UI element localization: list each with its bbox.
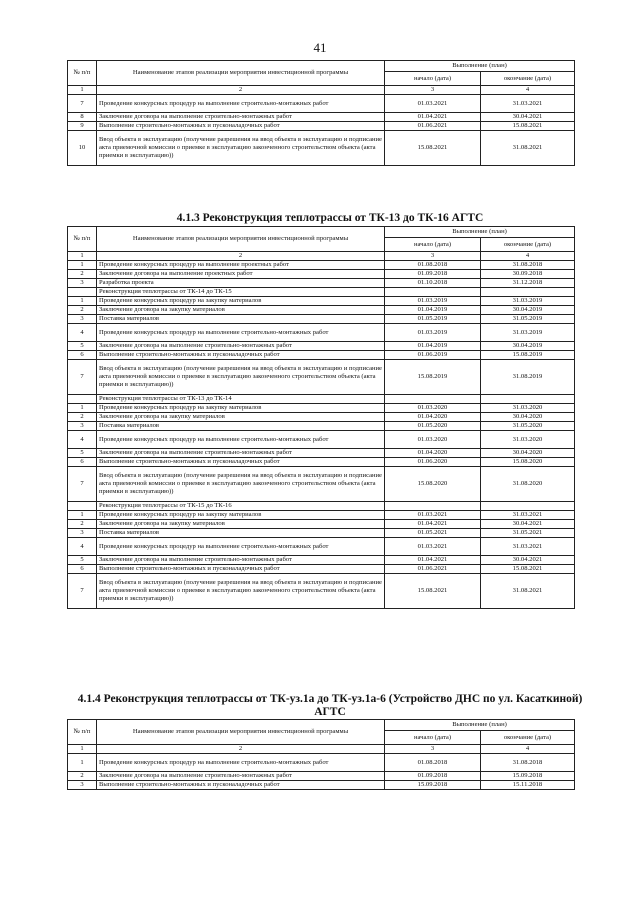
row-number: 9 [68,122,97,131]
end-date: 30.04.2021 [481,556,575,565]
start-date: 01.05.2020 [385,422,481,431]
start-date: 01.04.2020 [385,413,481,422]
stage-name: Проведение конкурсных процедур на выполнение строительно-монтажных работ [97,324,385,342]
row-number [68,395,97,404]
end-date [481,395,575,404]
table-row [68,529,575,538]
row-number: 6 [68,565,97,574]
header-start: начало (дата) [385,731,481,745]
header-plan: Выполнение (план) [385,720,575,731]
end-date: 31.08.2018 [481,754,575,772]
table-row [68,404,575,413]
stage-name: Ввод объекта в эксплуатацию (получение разрешения на ввод объекта в эксплуатацию и подписание акта приемочной комиссии о приемке в эксплуатацию законченного строительством объекта (акта приемки в эксплуатацию)) [97,131,385,166]
row-number: 7 [68,360,97,395]
row-number: 6 [68,351,97,360]
row-number: 4 [68,538,97,556]
table-row [68,360,575,395]
row-number: 3 [68,315,97,324]
schedule-table-1 [67,60,575,166]
header-stage: Наименование этапов реализации мероприятия инвестиционной программы [97,227,385,252]
row-number: 8 [68,113,97,122]
end-date: 31.08.2020 [481,467,575,502]
row-number: 2 [68,413,97,422]
row-number: 3 [68,781,97,790]
end-date: 15.08.2021 [481,565,575,574]
header-start: начало (дата) [385,238,481,252]
end-date: 31.03.2021 [481,511,575,520]
schedule-table-3 [67,719,575,790]
header-plan: Выполнение (план) [385,61,575,72]
start-date [385,502,481,511]
table-row [68,351,575,360]
table-row [68,315,575,324]
stage-name: Разработка проекта [97,279,385,288]
start-date: 01.04.2021 [385,520,481,529]
end-date: 15.08.2019 [481,351,575,360]
end-date: 15.08.2020 [481,458,575,467]
row-number: 2 [68,772,97,781]
end-date: 30.04.2020 [481,449,575,458]
row-number: 1 [68,261,97,270]
start-date: 01.09.2018 [385,772,481,781]
stage-name: Проведение конкурсных процедур на выполнение строительно-монтажных работ [97,431,385,449]
stage-name: Реконструкция теплотрассы от ТК-14 до ТК-15 [97,288,385,297]
stage-name: Заключение договора на выполнение проектных работ [97,270,385,279]
end-date: 31.03.2020 [481,404,575,413]
end-date: 30.04.2021 [481,113,575,122]
start-date: 15.09.2018 [385,781,481,790]
stage-name: Проведение конкурсных процедур на выполнение проектных работ [97,261,385,270]
stage-name: Заключение договора на закупку материалов [97,413,385,422]
schedule-table-2 [67,226,575,609]
stage-name: Выполнение строительно-монтажных и пусконаладочных работ [97,122,385,131]
end-date: 31.05.2021 [481,529,575,538]
start-date: 01.03.2021 [385,538,481,556]
stage-name: Реконструкция теплотрассы от ТК-15 до ТК-16 [97,502,385,511]
table-header-row [68,227,575,238]
start-date: 15.08.2021 [385,574,481,609]
table-row [68,538,575,556]
stage-name: Выполнение строительно-монтажных и пусконаладочных работ [97,781,385,790]
row-number: 10 [68,131,97,166]
stage-name: Ввод объекта в эксплуатацию (получение разрешения на ввод объекта в эксплуатацию и подписание акта приемочной комиссии о приемке в эксплуатацию законченного строительством объекта (акта приемки в эксплуатацию)) [97,467,385,502]
start-date: 01.04.2021 [385,113,481,122]
column-number-row [68,745,575,754]
end-date: 30.04.2019 [481,342,575,351]
end-date [481,288,575,297]
stage-name: Заключение договора на выполнение строительно-монтажных работ [97,449,385,458]
stage-name: Ввод объекта в эксплуатацию (получение разрешения на ввод объекта в эксплуатацию и подписание акта приемочной комиссии о приемке в эксплуатацию законченного строительством объекта (акта приемки в эксплуатацию)) [97,360,385,395]
end-date: 31.05.2020 [481,422,575,431]
stage-name: Проведение конкурсных процедур на выполнение строительно-монтажных работ [97,95,385,113]
column-number: 2 [97,252,385,261]
end-date: 15.11.2018 [481,781,575,790]
start-date: 01.04.2021 [385,556,481,565]
table-row [68,781,575,790]
start-date: 01.03.2019 [385,324,481,342]
start-date: 01.04.2019 [385,306,481,315]
end-date: 15.09.2018 [481,772,575,781]
stage-name: Проведение конкурсных процедур на закупку материалов [97,404,385,413]
start-date: 01.05.2019 [385,315,481,324]
row-number: 5 [68,342,97,351]
stage-name: Поставка материалов [97,529,385,538]
table-row [68,520,575,529]
end-date: 31.12.2018 [481,279,575,288]
column-number: 4 [481,745,575,754]
table-row [68,131,575,166]
stage-name: Заключение договора на закупку материалов [97,306,385,315]
row-number: 1 [68,404,97,413]
column-number: 4 [481,252,575,261]
stage-name: Поставка материалов [97,315,385,324]
table-row [68,556,575,565]
stage-name: Ввод объекта в эксплуатацию (получение разрешения на ввод объекта в эксплуатацию и подписание акта приемочной комиссии о приемке в эксплуатацию законченного строительством объекта (акта приемки в эксплуатацию)) [97,574,385,609]
table-row [68,95,575,113]
end-date: 31.05.2019 [481,315,575,324]
end-date: 31.08.2021 [481,574,575,609]
start-date: 01.08.2018 [385,261,481,270]
row-number: 3 [68,422,97,431]
column-number: 1 [68,86,97,95]
column-number: 2 [97,745,385,754]
table-row [68,122,575,131]
column-number: 3 [385,86,481,95]
column-number: 1 [68,252,97,261]
start-date: 01.03.2021 [385,95,481,113]
row-number: 3 [68,529,97,538]
stage-name: Проведение конкурсных процедур на выполнение строительно-монтажных работ [97,538,385,556]
column-number-row [68,86,575,95]
table-row [68,502,575,511]
header-end: окончание (дата) [481,72,575,86]
table-row [68,467,575,502]
start-date: 15.08.2020 [385,467,481,502]
row-number: 1 [68,297,97,306]
table-row [68,431,575,449]
row-number: 5 [68,449,97,458]
header-number: № п/п [68,227,97,252]
table-row [68,270,575,279]
stage-name: Поставка материалов [97,422,385,431]
header-number: № п/п [68,720,97,745]
end-date: 30.04.2020 [481,413,575,422]
column-number: 3 [385,252,481,261]
start-date [385,395,481,404]
end-date: 31.08.2019 [481,360,575,395]
table-row [68,342,575,351]
table-row [68,511,575,520]
table-row [68,458,575,467]
end-date: 31.03.2021 [481,538,575,556]
header-stage: Наименование этапов реализации мероприятия инвестиционной программы [97,61,385,86]
header-stage: Наименование этапов реализации мероприятия инвестиционной программы [97,720,385,745]
table-header-row [68,720,575,731]
start-date: 01.06.2019 [385,351,481,360]
row-number: 3 [68,279,97,288]
row-number: 1 [68,754,97,772]
stage-name: Заключение договора на выполнение строительно-монтажных работ [97,556,385,565]
section-title-4-1-3: 4.1.3 Реконструкция теплотрассы от ТК-13 до ТК-16 АГТС [176,212,484,224]
column-number: 4 [481,86,575,95]
column-number-row [68,252,575,261]
table-row [68,113,575,122]
end-date: 31.08.2021 [481,131,575,166]
start-date: 01.03.2021 [385,511,481,520]
table-row [68,754,575,772]
header-start: начало (дата) [385,72,481,86]
table-row [68,297,575,306]
table-row [68,324,575,342]
start-date: 01.04.2020 [385,449,481,458]
end-date: 31.08.2018 [481,261,575,270]
start-date: 01.10.2018 [385,279,481,288]
table-row [68,574,575,609]
stage-name: Проведение конкурсных процедур на закупку материалов [97,511,385,520]
stage-name: Заключение договора на выполнение строительно-монтажных работ [97,113,385,122]
stage-name: Выполнение строительно-монтажных и пусконаладочных работ [97,351,385,360]
end-date: 31.03.2019 [481,324,575,342]
row-number: 1 [68,511,97,520]
stage-name: Заключение договора на выполнение строительно-монтажных работ [97,772,385,781]
stage-name: Заключение договора на закупку материалов [97,520,385,529]
start-date: 01.03.2020 [385,404,481,413]
table-row [68,565,575,574]
table-row [68,772,575,781]
page-number: 41 [313,40,327,55]
table-row [68,449,575,458]
end-date: 31.03.2019 [481,297,575,306]
table-row [68,261,575,270]
row-number: 5 [68,556,97,565]
column-number: 1 [68,745,97,754]
end-date: 31.03.2020 [481,431,575,449]
start-date: 01.03.2019 [385,297,481,306]
end-date [481,502,575,511]
start-date: 01.03.2020 [385,431,481,449]
row-number: 4 [68,324,97,342]
row-number: 2 [68,270,97,279]
row-number: 7 [68,467,97,502]
stage-name: Проведение конкурсных процедур на выполнение строительно-монтажных работ [97,754,385,772]
stage-name: Проведение конкурсных процедур на закупку материалов [97,297,385,306]
row-number: 4 [68,431,97,449]
start-date: 01.08.2018 [385,754,481,772]
stage-name: Выполнение строительно-монтажных и пусконаладочных работ [97,565,385,574]
table-row [68,422,575,431]
row-number [68,288,97,297]
header-end: окончание (дата) [481,238,575,252]
table-row [68,413,575,422]
end-date: 31.03.2021 [481,95,575,113]
start-date: 01.04.2019 [385,342,481,351]
row-number: 6 [68,458,97,467]
table-row [68,288,575,297]
start-date: 15.08.2019 [385,360,481,395]
end-date: 30.09.2018 [481,270,575,279]
stage-name: Заключение договора на выполнение строительно-монтажных работ [97,342,385,351]
table-row [68,395,575,404]
column-number: 3 [385,745,481,754]
row-number: 7 [68,574,97,609]
row-number: 2 [68,306,97,315]
end-date: 15.08.2021 [481,122,575,131]
start-date: 01.06.2021 [385,565,481,574]
start-date: 01.06.2020 [385,458,481,467]
column-number: 2 [97,86,385,95]
stage-name: Реконструкция теплотрассы от ТК-13 до ТК-14 [97,395,385,404]
start-date: 01.06.2021 [385,122,481,131]
table-row [68,279,575,288]
start-date: 15.08.2021 [385,131,481,166]
end-date: 30.04.2019 [481,306,575,315]
start-date: 01.09.2018 [385,270,481,279]
row-number [68,502,97,511]
header-number: № п/п [68,61,97,86]
table-row [68,306,575,315]
section-title-4-1-4: 4.1.4 Реконструкция теплотрассы от ТК-уз.1а до ТК-уз.1а-6 (Устройство ДНС по ул. Касаткиной) АГТС [77,693,583,718]
row-number: 2 [68,520,97,529]
start-date: 01.05.2021 [385,529,481,538]
start-date [385,288,481,297]
header-end: окончание (дата) [481,731,575,745]
end-date: 30.04.2021 [481,520,575,529]
table-header-row [68,61,575,72]
row-number: 7 [68,95,97,113]
stage-name: Выполнение строительно-монтажных и пусконаладочных работ [97,458,385,467]
header-plan: Выполнение (план) [385,227,575,238]
